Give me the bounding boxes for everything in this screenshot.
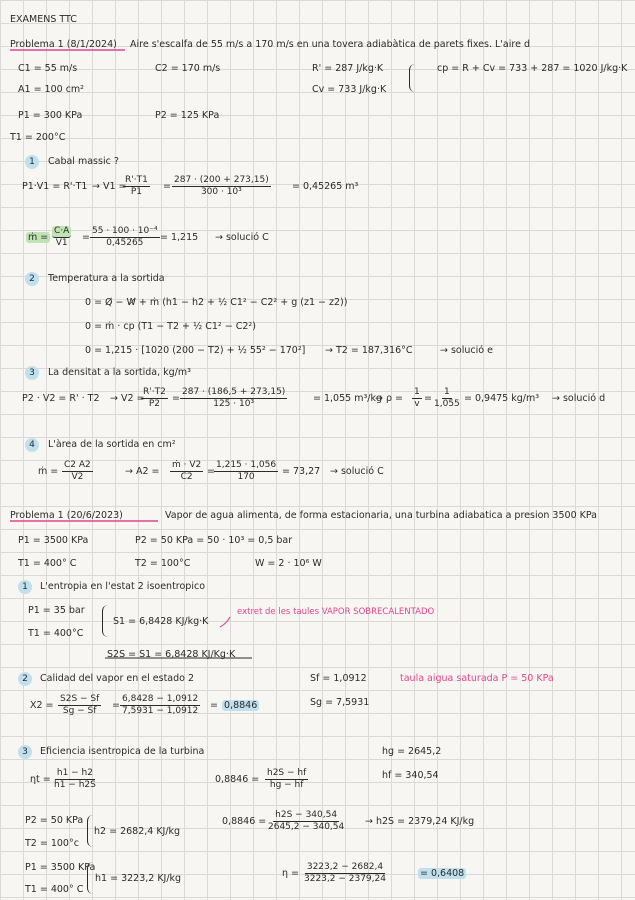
question-badge-3: 3	[25, 366, 39, 380]
page-title: EXAMENS TTC	[10, 14, 77, 25]
p2-q3-nt: ηt =	[30, 774, 51, 785]
p2-q3-brace1	[87, 815, 94, 847]
given-c1: C1 = 55 m/s	[18, 63, 78, 74]
q3-frac4: $\frac{1}{1,055}$	[434, 387, 460, 409]
p2-q1-s1: S1 = 6,8428 KJ/kg·K	[113, 616, 209, 627]
q3-title: La densitat a la sortida, kg/m³	[48, 367, 191, 378]
q1-frac4: $\frac{\text{55 · 100 · 10⁻⁴}}{0,45265}$	[92, 226, 158, 248]
p2-q1-s2s: S2S = S1 = 6,8428 KJ/Kg·K	[107, 649, 236, 660]
question-badge-2: 2	[25, 272, 39, 286]
given-a1: A1 = 100 cm²	[18, 84, 84, 95]
p2-q3-frac1: $\frac{h1 - h2}{h1 - h2S}$	[54, 768, 96, 790]
p2-q3-frac3: $\frac{h2S - 340,54}{2645,2 - 340,54}$	[268, 810, 345, 832]
p2-q3-p1: P1 = 3500 KPa	[25, 862, 96, 873]
p2-q1-note: extret de les taules VAPOR SOBRECALENTADO	[237, 607, 435, 617]
q1-result: = 0,45265 m³	[292, 181, 359, 192]
question-badge-4: 4	[25, 438, 39, 452]
p2-q3-x2: 0,8846 =	[222, 816, 267, 827]
p2-q3-title: Eficiencia isentropica de la turbina	[40, 746, 205, 757]
p2-q2-eq: =	[112, 700, 120, 711]
problem2-statement: Vapor de agua alimenta, de forma estacionaria, una turbina adiabatica a presion 3500 KPa	[165, 510, 597, 521]
q1-frac3: $\frac{C\cdot A}{V1}$	[54, 226, 70, 248]
q1-result2: = 1,215	[160, 232, 199, 243]
p2-q2-frac2: $\frac{6,8428 - 1,0912}{7,5931 - 1,0912}$	[122, 694, 199, 716]
given-t1: T1 = 200°C	[10, 132, 66, 143]
p2-q3-h2: h2 = 2682,4 KJ/kg	[94, 826, 181, 837]
problem2-heading: Problema 1 (20/6/2023)	[10, 510, 123, 521]
given-cp: cp = R + Cv = 733 + 287 = 1020 J/kg·K	[437, 63, 628, 74]
q3-eq: P2 · V2 = R' · T2	[22, 393, 100, 404]
question-badge-1: 1	[25, 155, 39, 169]
q2-line3: 0 = 1,215 · [1020 (200 − T2) + ½ 55² − 170²]	[85, 345, 306, 356]
q4-frac3: $\frac{1,215 \cdot 1,056}{170}$	[216, 460, 277, 482]
p2-q3-h2s: → h2S = 2379,24 KJ/kg	[365, 816, 475, 827]
p2-q1-brace	[102, 605, 109, 637]
given-c2: C2 = 170 m/s	[155, 63, 221, 74]
p2-question-badge-1: 1	[18, 580, 32, 594]
q1-solution: → solució C	[215, 232, 269, 243]
q2-result: → T2 = 187,316°C	[325, 345, 413, 356]
q1-frac1: $\frac{R'\cdot T1}{P1}$	[125, 175, 148, 197]
q3-eq-sign: =	[172, 393, 180, 404]
p2-given-t2: T2 = 100°C	[135, 558, 191, 569]
q2-solution: → solució e	[440, 345, 493, 356]
pink-arrow	[220, 617, 230, 627]
q4-m: ṁ =	[38, 466, 59, 477]
given-cv: Cv = 733 J/kg·K	[312, 84, 387, 95]
q1-frac2: $\frac{287 \cdot (200 + 273,15)}{\text{300 · 10³}}$	[174, 175, 269, 197]
q2-title: Temperatura a la sortida	[48, 273, 165, 284]
p2-q3-n: η =	[282, 868, 300, 879]
q4-a2: → A2 =	[125, 466, 160, 477]
p2-q1-t: T1 = 400°C	[28, 628, 84, 639]
p2-q2-title: Calidad del vapor en el estado 2	[40, 673, 195, 684]
q3-eq-sign2: =	[424, 393, 432, 404]
p2-q2-frac1: $\frac{S2S - Sf}{Sg - Sf}$	[60, 694, 100, 716]
given-p2: P2 = 125 KPa	[155, 110, 220, 121]
p2-q3-frac2: $\frac{h2S - hf}{hg - hf}$	[267, 768, 307, 790]
p2-q3-t2: T2 = 100°c	[25, 838, 79, 849]
q3-frac3: $\frac{1}{v}$	[414, 387, 420, 409]
q2-line2: 0 = ṁ · cp (T1 − T2 + ½ C1² − C2²)	[85, 321, 256, 332]
p2-q3-brace2	[87, 862, 94, 894]
q1-eq-left: P1·V1 = R'·T1	[22, 181, 88, 192]
p2-q2-x2: X2 =	[30, 700, 54, 711]
brace	[409, 64, 416, 92]
q3-rho: → ρ =	[375, 393, 403, 404]
p2-q3-hg: hg = 2645,2	[382, 746, 442, 757]
p2-q1-p: P1 = 35 bar	[28, 605, 85, 616]
p2-q2-note: taula aigua saturada P = 50 KPa	[400, 673, 554, 684]
p2-q3-x: 0,8846 =	[215, 774, 260, 785]
p2-given-w: W = 2 · 10⁶ W	[255, 558, 322, 569]
q1-m-label: ṁ =	[28, 232, 49, 243]
p2-question-badge-3: 3	[18, 745, 32, 759]
given-r: R' = 287 J/kg·K	[312, 63, 384, 74]
q3-frac1: $\frac{R'\cdot T2}{P2}$	[143, 387, 166, 409]
p2-q3-frac4: $\frac{3223,2 - 2682,4}{3223,2 - 2379,24}$	[304, 862, 386, 884]
p2-q2-sf: Sf = 1,0912	[310, 673, 367, 684]
problem1-heading: Problema 1 (8/1/2024)	[10, 39, 117, 50]
given-p1: P1 = 300 KPa	[18, 110, 83, 121]
p2-q3-p2: P2 = 50 KPa	[25, 815, 84, 826]
p2-q3-t1: T1 = 400° C	[25, 884, 84, 895]
problem1-statement: Aire s'escalfa de 55 m/s a 170 m/s en una tovera adiabàtica de parets fixes. L'aire d	[130, 39, 530, 50]
q2-line1: 0 = Q̸ − W̸ + ṁ (h1 − h2 + ½ C1² − C2² + g (z1 − z2))	[85, 297, 348, 308]
p2-q3-h1: h1 = 3223,2 KJ/kg	[95, 873, 182, 884]
q1-v1: → V1 =	[92, 181, 127, 192]
p2-q2-result: 0,8846	[224, 700, 258, 711]
q3-solution: → solució d	[552, 393, 606, 404]
q4-eq-sign: =	[207, 466, 215, 477]
p2-given-p1: P1 = 3500 KPa	[18, 535, 89, 546]
p2-given-t1: T1 = 400° C	[18, 558, 77, 569]
p2-question-badge-2: 2	[18, 672, 32, 686]
q1-title: Cabal massic ?	[48, 156, 119, 167]
q4-result: = 73,27	[282, 466, 321, 477]
q4-title: L'àrea de la sortida en cm²	[48, 439, 176, 450]
q4-frac2: $\frac{\text{ṁ · V2}}{C2}$	[172, 460, 202, 482]
p2-given-p2: P2 = 50 KPa = 50 · 10³ = 0,5 bar	[135, 535, 293, 546]
q4-solution: → solució C	[330, 466, 384, 477]
p2-q1-title: L'entropia en l'estat 2 isoentropico	[40, 581, 206, 592]
p2-q2-eq2: =	[210, 700, 218, 711]
q3-result: = 1,055 m³/kg	[313, 393, 382, 404]
q1-eq2: =	[82, 232, 90, 243]
q4-frac1: $\frac{C2 A2}{V2}$	[64, 460, 91, 482]
p2-q2-sg: Sg = 7,5931	[310, 697, 370, 708]
p2-q3-result: = 0,6408	[420, 868, 465, 879]
p2-q3-hf: hf = 340,54	[382, 770, 439, 781]
q3-frac2: $\frac{287 \cdot (186,5 + 273,15)}{\text{125 · 10³}}$	[182, 387, 286, 409]
q1-eq: =	[163, 181, 171, 192]
q3-v2: → V2 =	[110, 393, 145, 404]
q3-result2: = 0,9475 kg/m³	[464, 393, 540, 404]
